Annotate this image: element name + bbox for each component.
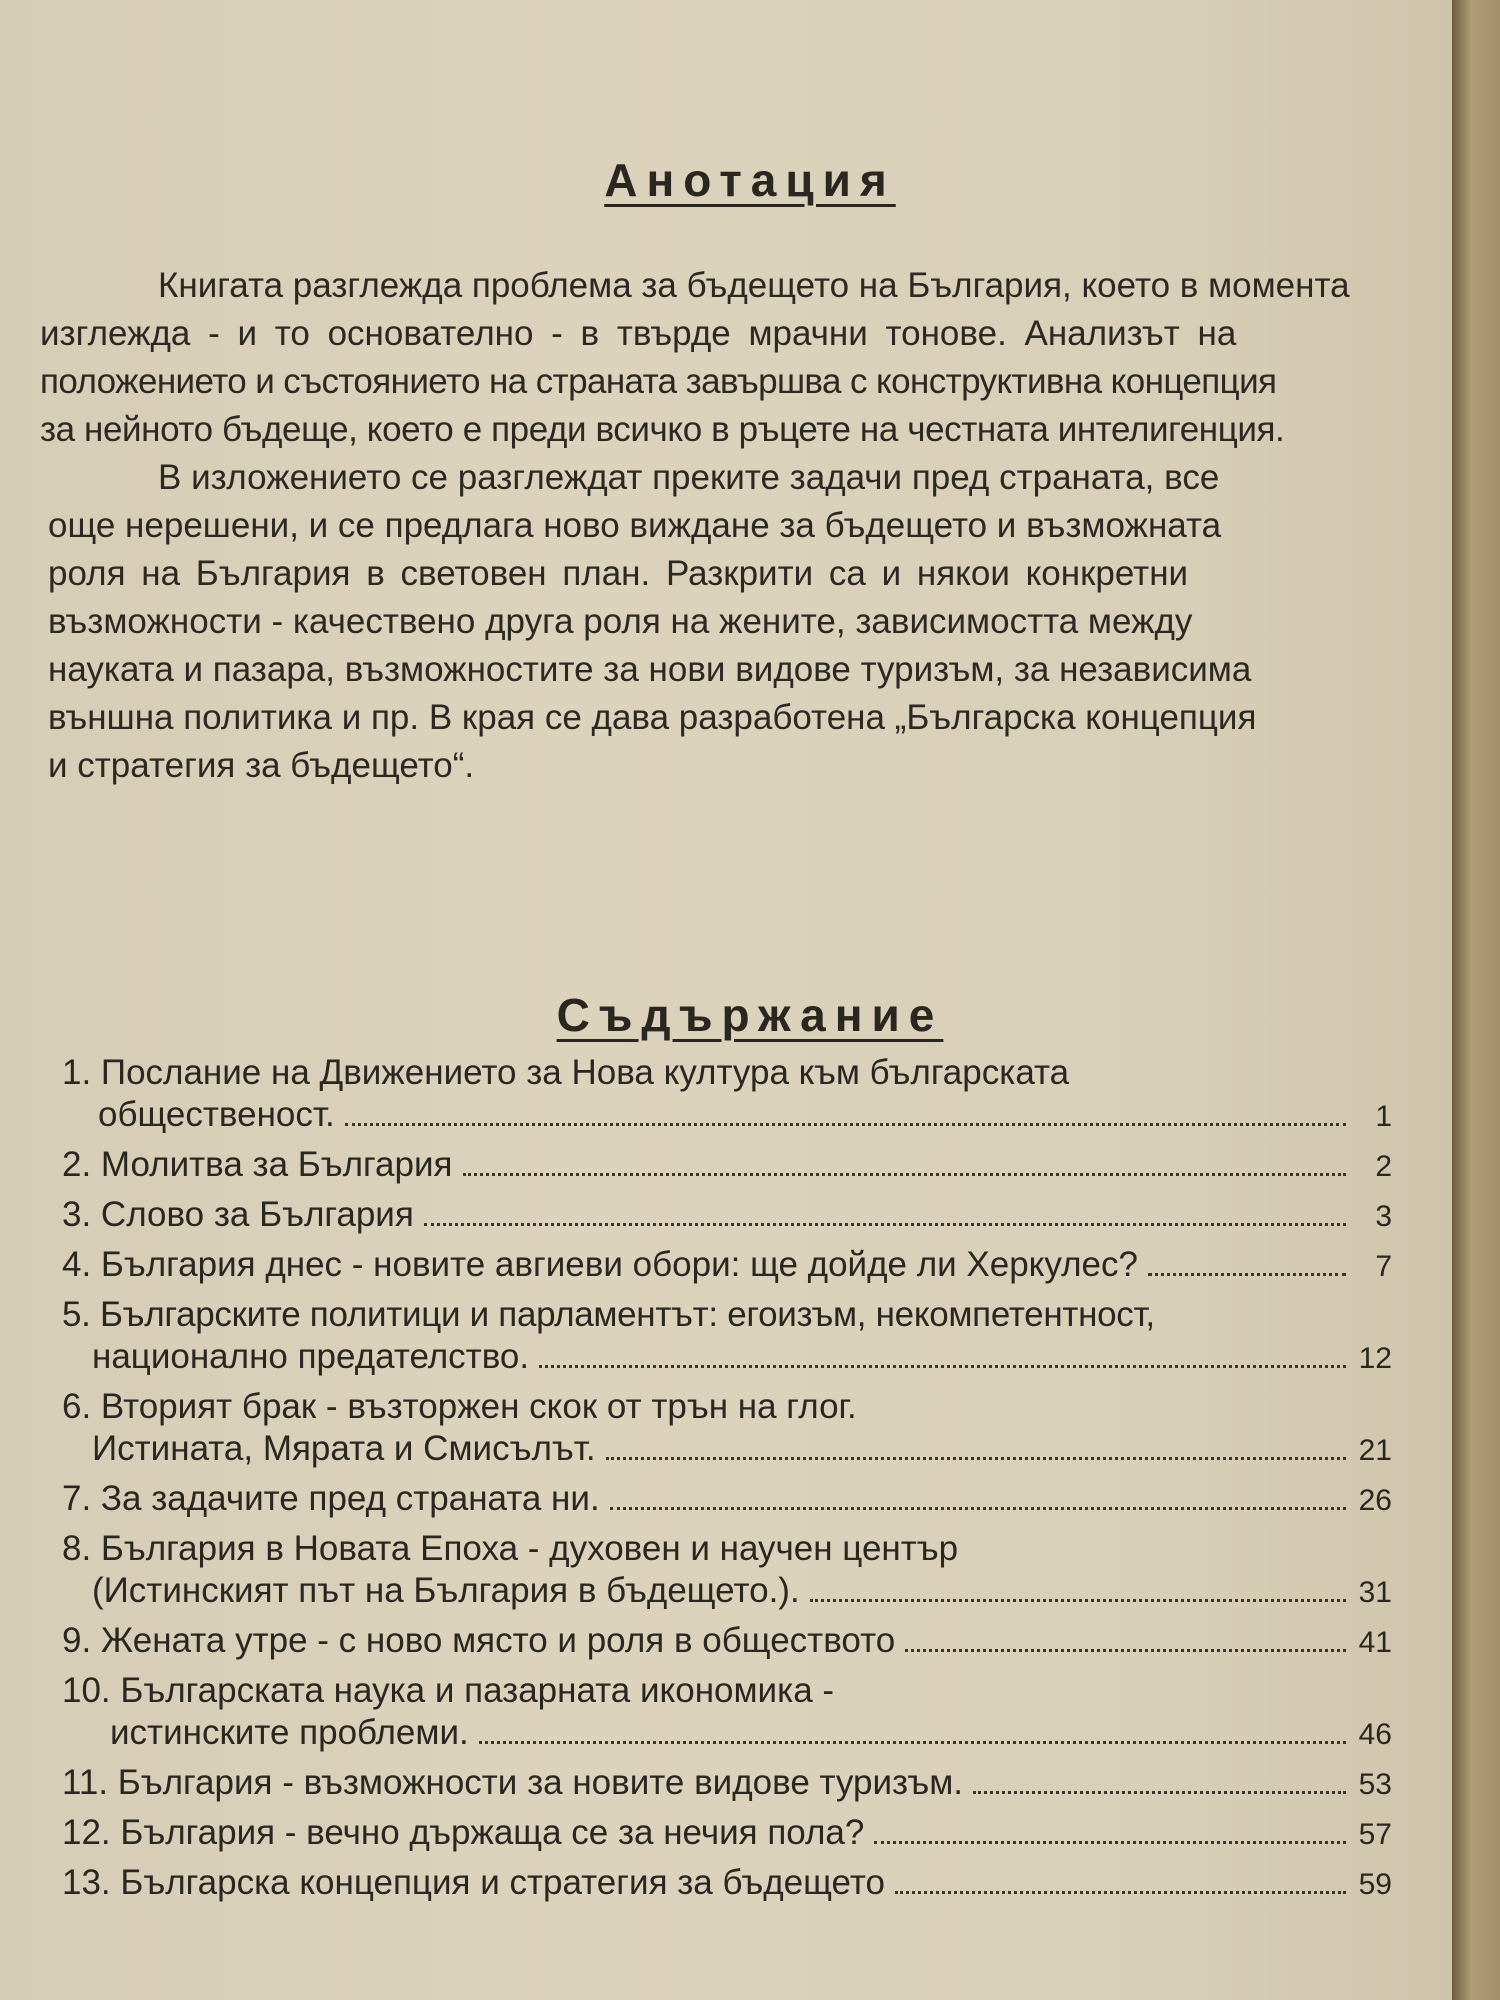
toc-item	[62, 1812, 1392, 1856]
toc-item-title-cont: Истината, Мярата и Смисълът.	[92, 1429, 596, 1468]
toc-item-title: 4. България днес - новите авгиеви обори: ще дойде ли Херкулес?	[62, 1245, 1138, 1284]
toc-item	[62, 1052, 1392, 1138]
toc-item-title: 11. България - възможности за новите видове туризъм.	[62, 1763, 963, 1802]
toc-item-title-cont: общественост.	[98, 1095, 335, 1134]
toc-item	[62, 1386, 1392, 1472]
toc-item	[62, 1762, 1392, 1806]
toc-page-number: 59	[1358, 1868, 1392, 1901]
toc-item-title: 1. Послание на Движението за Нова култура към българската	[62, 1053, 1070, 1092]
toc-item-title: 3. Слово за България	[62, 1195, 414, 1234]
toc-page-number: 53	[1358, 1768, 1392, 1801]
annotation-line: още нерешени, и се предлага ново виждане за бъдещето и възможната	[48, 506, 1222, 545]
toc-item	[62, 1144, 1392, 1188]
toc-item-title-cont: национално предателство.	[92, 1337, 530, 1376]
toc-item	[62, 1528, 1392, 1614]
table-of-contents	[62, 1052, 1392, 1912]
annotation-body	[40, 262, 1440, 790]
toc-leader-dots	[606, 1457, 1346, 1460]
toc-leader-dots	[479, 1741, 1346, 1744]
toc-leader-dots	[539, 1365, 1346, 1368]
toc-item-title-cont: истинските проблеми.	[110, 1713, 469, 1752]
toc-item-title: 9. Жената утре - с ново място и роля в обществото	[62, 1621, 896, 1660]
toc-page-number: 57	[1358, 1818, 1392, 1851]
toc-item	[62, 1862, 1392, 1906]
toc-item-title: 5. Българските политици и парламентът: егоизъм, некомпетентност,	[62, 1295, 1155, 1334]
toc-page-number: 7	[1375, 1250, 1392, 1283]
annotation-line: роля на България в световен план. Разкрити са и някои конкретни	[48, 554, 1189, 593]
toc-leader-dots	[905, 1649, 1346, 1652]
toc-item	[62, 1294, 1392, 1380]
toc-item-title: 8. България в Новата Епоха - духовен и научен център	[62, 1529, 959, 1568]
toc-item-title: 2. Молитва за България	[62, 1145, 453, 1184]
toc-item-title: 10. Българската наука и пазарната икономика -	[62, 1671, 835, 1710]
annotation-line: външна политика и пр. В края се дава разработена „Българска концепция	[48, 698, 1257, 737]
toc-leader-dots	[1148, 1273, 1346, 1276]
toc-leader-dots	[463, 1173, 1347, 1176]
annotation-line: изглежда - и то основателно - в твърде мрачни тонове. Анализът на	[40, 314, 1237, 353]
annotation-line: и стратегия за бъдещето“.	[48, 746, 475, 785]
toc-page-number: 26	[1358, 1484, 1392, 1517]
annotation-line: за нейното бъдеще, което е преди всичко в ръцете на честната интелигенция.	[40, 410, 1285, 449]
toc-leader-dots	[810, 1599, 1346, 1602]
toc-item-title: 6. Вторият брак - възторжен скок от трън на глог.	[62, 1387, 857, 1426]
annotation-line: възможности - качествено друга роля на жените, зависимостта между	[48, 602, 1193, 641]
toc-page-number: 2	[1375, 1150, 1392, 1183]
toc-item	[62, 1670, 1392, 1756]
toc-page-number: 46	[1358, 1718, 1392, 1751]
toc-leader-dots	[973, 1791, 1346, 1794]
toc-item	[62, 1620, 1392, 1664]
toc-item	[62, 1244, 1392, 1288]
toc-item-title: 7. За задачите пред страната ни.	[62, 1479, 600, 1518]
toc-item-title-cont: (Истинският път на България в бъдещето.).	[92, 1571, 800, 1610]
toc-page-number: 41	[1358, 1626, 1392, 1659]
toc-page-number: 12	[1358, 1342, 1392, 1375]
contents-heading: Съдържание	[556, 989, 944, 1042]
book-gutter	[1452, 0, 1500, 2000]
toc-leader-dots	[345, 1123, 1346, 1126]
annotation-line: положението и състоянието на страната завършва с конструктивна концепция	[40, 362, 1277, 401]
annotation-line: Книгата разглежда проблема за бъдещето на България, което в момента	[158, 266, 1350, 305]
toc-leader-dots	[424, 1223, 1346, 1226]
toc-leader-dots	[895, 1891, 1346, 1894]
toc-item	[62, 1194, 1392, 1238]
toc-page-number: 31	[1358, 1576, 1392, 1609]
toc-item-title: 13. Българска концепция и стратегия за бъдещето	[62, 1863, 885, 1902]
toc-page-number: 1	[1375, 1100, 1392, 1133]
toc-item-title: 12. България - вечно държаща се за нечия пола?	[62, 1813, 865, 1852]
toc-page-number: 3	[1375, 1200, 1392, 1233]
annotation-heading: Анотация	[604, 153, 896, 206]
toc-item	[62, 1478, 1392, 1522]
annotation-line: науката и пазара, възможностите за нови видове туризъм, за независима	[48, 650, 1252, 689]
toc-page-number: 21	[1358, 1434, 1392, 1467]
toc-leader-dots	[874, 1841, 1346, 1844]
annotation-line: В изложението се разглеждат преките задачи пред страната, все	[158, 458, 1220, 497]
toc-leader-dots	[610, 1507, 1346, 1510]
